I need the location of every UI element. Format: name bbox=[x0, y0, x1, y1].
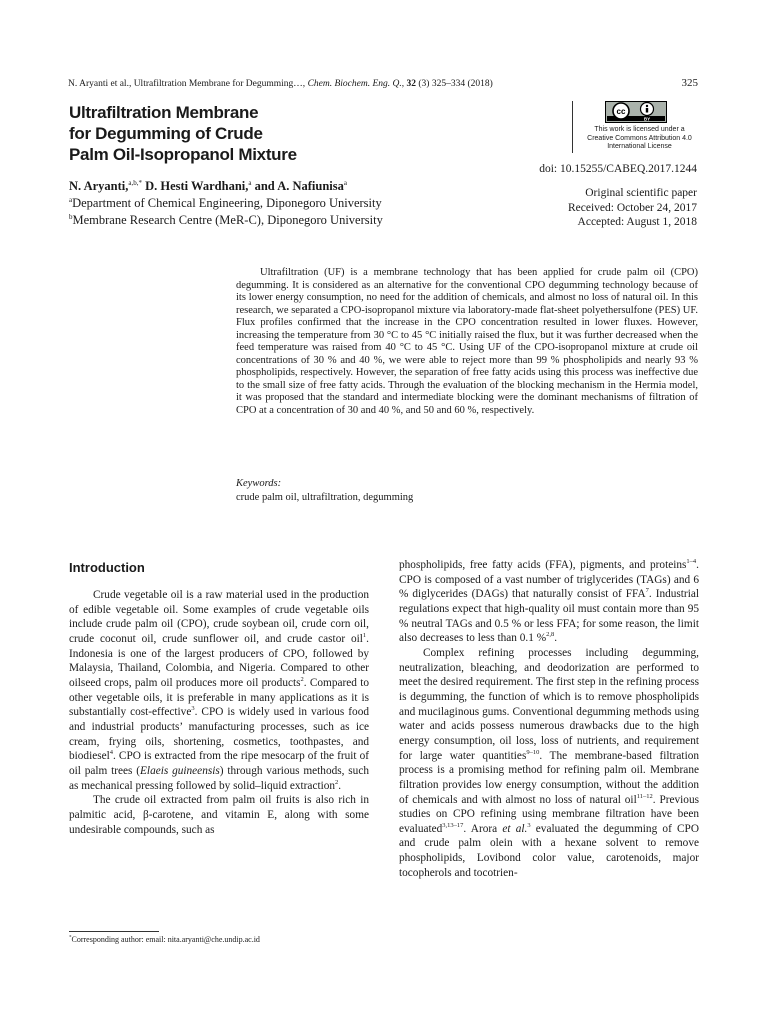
text-run: . Industrial regulations expect that high-quality oil must contain more than 95 % neutral TAGs and 0.5 % or less FFA; for some reason, the limit also decreases to less than 0.1 % bbox=[399, 588, 699, 645]
citation-ref[interactable]: 4 bbox=[109, 749, 114, 757]
license-text bbox=[573, 126, 698, 152]
by-badge-text: BY bbox=[643, 116, 650, 122]
text-run: . CPO is composed of a vast number of triglycerides (TAGs) and 6 % diglycerides (DAGs) that naturally consist of FFA bbox=[399, 559, 699, 601]
text-run: Crude vegetable oil is a raw material used in the production of edible vegetable oil. Some examples of crude vegetable oils include crude palm oil (CPO), crude soybean oil, crude corn oil, crude coconut oil, crude sunflower oil, and crude castor oil bbox=[69, 589, 369, 645]
text-run: . Compared to other vegetable oils, it is preferable in many applications as it is substantially cost-effective bbox=[69, 676, 369, 719]
paragraph bbox=[399, 646, 699, 881]
author-1-affil-mark: a,b,* bbox=[128, 179, 142, 187]
license-line-1: This work is licensed under a bbox=[594, 126, 685, 133]
affiliation-b-text: Membrane Research Centre (MeR-C), Diponegoro University bbox=[72, 213, 383, 228]
text-run: . Indonesia is one of the largest producers of CPO, followed by Malaysia, Thailand, Colombia, and Nigeria. Compared to other oilseed crops, palm oil produces more oil products bbox=[69, 632, 369, 689]
citation-ref[interactable]: 2 bbox=[335, 778, 339, 786]
article-meta bbox=[568, 186, 697, 230]
license-box bbox=[572, 101, 698, 153]
running-head-issue: (3) 325–334 (2018) bbox=[416, 79, 493, 89]
footnote-text[interactable]: Corresponding author: email: nita.aryanti@che.undip.ac.id bbox=[71, 935, 260, 944]
cc-by-license-icon[interactable] bbox=[605, 101, 667, 123]
affiliation-b bbox=[69, 213, 383, 228]
footnote-divider bbox=[69, 931, 159, 932]
text-run: . CPO is extracted from the ripe mesocarp of the fruit of oil palm trees ( bbox=[69, 750, 369, 777]
cc-badge-text: cc bbox=[616, 107, 625, 116]
running-head-separator: , bbox=[401, 79, 407, 89]
received-date: Received: October 24, 2017 bbox=[567, 201, 697, 214]
article-type: Original scientific paper bbox=[585, 187, 697, 199]
keywords: crude palm oil, ultrafiltration, degumming bbox=[236, 492, 414, 503]
paragraph: The crude oil extracted from palm oil fruits is also rich in palmitic acid, β-carotene, and vitamin E, along with some undesirable compounds, such as bbox=[69, 794, 369, 836]
running-head bbox=[68, 78, 698, 90]
affiliation-a-mark: a bbox=[69, 196, 73, 204]
text-run: phospholipids, free fatty acids (FFA), pigments, and proteins bbox=[399, 559, 687, 571]
citation-ref[interactable]: 11–12 bbox=[636, 792, 653, 800]
author-3-affil-mark: a bbox=[343, 179, 347, 187]
text-run: Complex refining processes including degumming, neutralization, bleaching, and deodorization are performed to meet the desired requirement. The first step in the refining process is degumming, the function of which is to remove phospholipids and mucilaginous gums. Conventional degumming methods using water and acids possess numerous drawbacks due to the high energy consumption, oil loss, loss of nutrients, and requirement for large water quantities bbox=[399, 646, 700, 762]
text-run: . Arora bbox=[463, 822, 503, 835]
text-run: evaluated the degumming of CPO and crude palm olein with a hexane solvent to remove phospholipids, Lovibond color value, carotenoids, major tocopherols and tocotrien- bbox=[399, 822, 700, 879]
text-run: . Previous studies on CPO refining using membrane filtration have been evaluated bbox=[399, 793, 699, 835]
body-column-right bbox=[399, 558, 699, 880]
citation-ref[interactable]: 3 bbox=[191, 705, 195, 713]
species-name: Elaeis guineensis bbox=[140, 764, 220, 777]
article-title bbox=[69, 102, 399, 165]
paragraph bbox=[399, 558, 699, 646]
text-run: . The membrane-based filtration process is a promising method for refining palm oil. Membrane filtration provides low energy consumption, without the addition of chemicals and with almost no loss of natural oil bbox=[399, 749, 699, 806]
text-run: . bbox=[554, 632, 558, 645]
paragraph bbox=[69, 588, 369, 793]
doi[interactable]: doi: 10.15255/CABEQ.2017.1244 bbox=[539, 163, 697, 175]
author-2: D. Hesti Wardhani, bbox=[141, 179, 249, 194]
author-list bbox=[69, 179, 347, 194]
footnote-mark: * bbox=[69, 935, 72, 941]
title-line-3: Palm Oil-Isopropanol Mixture bbox=[69, 145, 297, 164]
text-run: . CPO is widely used in various food and industrial products’ manufacturing processes, such as ice cream, frying oils, shortening, cosmetics, toothpastes, and biodiesel bbox=[69, 706, 369, 763]
running-head-authors: N. Aryanti et al., Ultrafiltration Membrane for Degumming…, bbox=[68, 79, 308, 89]
author-3: and A. Nafiunisa bbox=[251, 179, 344, 194]
text-run: . bbox=[338, 779, 342, 792]
running-head-journal: Chem. Biochem. Eng. Q. bbox=[307, 79, 402, 89]
affiliation-b-mark: b bbox=[69, 213, 73, 221]
accepted-date: Accepted: August 1, 2018 bbox=[577, 216, 697, 228]
body-column-left bbox=[69, 588, 369, 837]
author-1: N. Aryanti, bbox=[69, 179, 129, 194]
citation-ref[interactable]: 7 bbox=[645, 587, 649, 595]
et-al: et al. bbox=[502, 822, 528, 835]
corresponding-author-footnote bbox=[69, 935, 260, 944]
citation-ref[interactable]: 9–10 bbox=[526, 748, 540, 756]
citation-ref[interactable]: 3,13–17 bbox=[442, 822, 464, 830]
text-run: ) through various methods, such as mechanical pressing followed by solid–liquid extraction bbox=[69, 764, 369, 792]
citation-ref[interactable]: 3 bbox=[527, 822, 531, 830]
page-number: 325 bbox=[681, 77, 698, 89]
citation-ref[interactable]: 2,8 bbox=[546, 631, 555, 639]
running-head-volume: 32 bbox=[406, 79, 417, 89]
license-line-3: International License bbox=[607, 143, 672, 150]
affiliation-a bbox=[69, 196, 382, 211]
citation-ref[interactable]: 2 bbox=[300, 676, 304, 684]
citation-ref[interactable]: 1 bbox=[362, 632, 367, 640]
title-line-1: Ultrafiltration Membrane bbox=[69, 103, 259, 122]
affiliation-a-text: Department of Chemical Engineering, Diponegoro University bbox=[72, 196, 382, 211]
keywords-label: Keywords: bbox=[236, 478, 282, 489]
license-line-2: Creative Commons Attribution 4.0 bbox=[587, 134, 692, 142]
citation-ref[interactable]: 1–4 bbox=[686, 558, 697, 566]
section-heading-introduction: Introduction bbox=[69, 560, 145, 575]
author-2-affil-mark: a bbox=[248, 179, 252, 187]
abstract: Ultrafiltration (UF) is a membrane technology that has been applied for crude palm oil (CPO) degumming. It is considered as an alternative for the conventional CPO degumming technology because of its lower energy consumption, no need for the addition of chemicals, and almost no loss of natural oil. In this research, we separated a CPO-isopropanol mixture via laboratory-made flat-sheet polyethersulfone (PES) UF. Flux profiles confirmed that the increase in the CPO concentration resulted in lower fluxes. However, increasing the temperature from 30 °C to 45 °C initially raised the flux, but it was further decreased when the feed temperature was raised from 40 °C to 45 °C. Using UF of the CPO-isopropanol mixture at crude oil concentrations of 30 % and 40 %, we were able to reject more than 99 % phospholipids and nearly 93 % phospholipids, respectively. However, the separation of free fatty acids using this process was ineffective due to the small size of free fatty acids. Through the evaluation of the blocking mechanism in the Hermia model, it was proposed that the standard and intermediate blocking were the dominant mechanisms of filtration of CPO at a concentration of 30 and 40 %, and 50 and 60 %, respectively. bbox=[236, 267, 698, 417]
title-line-2: for Degumming of Crude bbox=[69, 124, 263, 143]
